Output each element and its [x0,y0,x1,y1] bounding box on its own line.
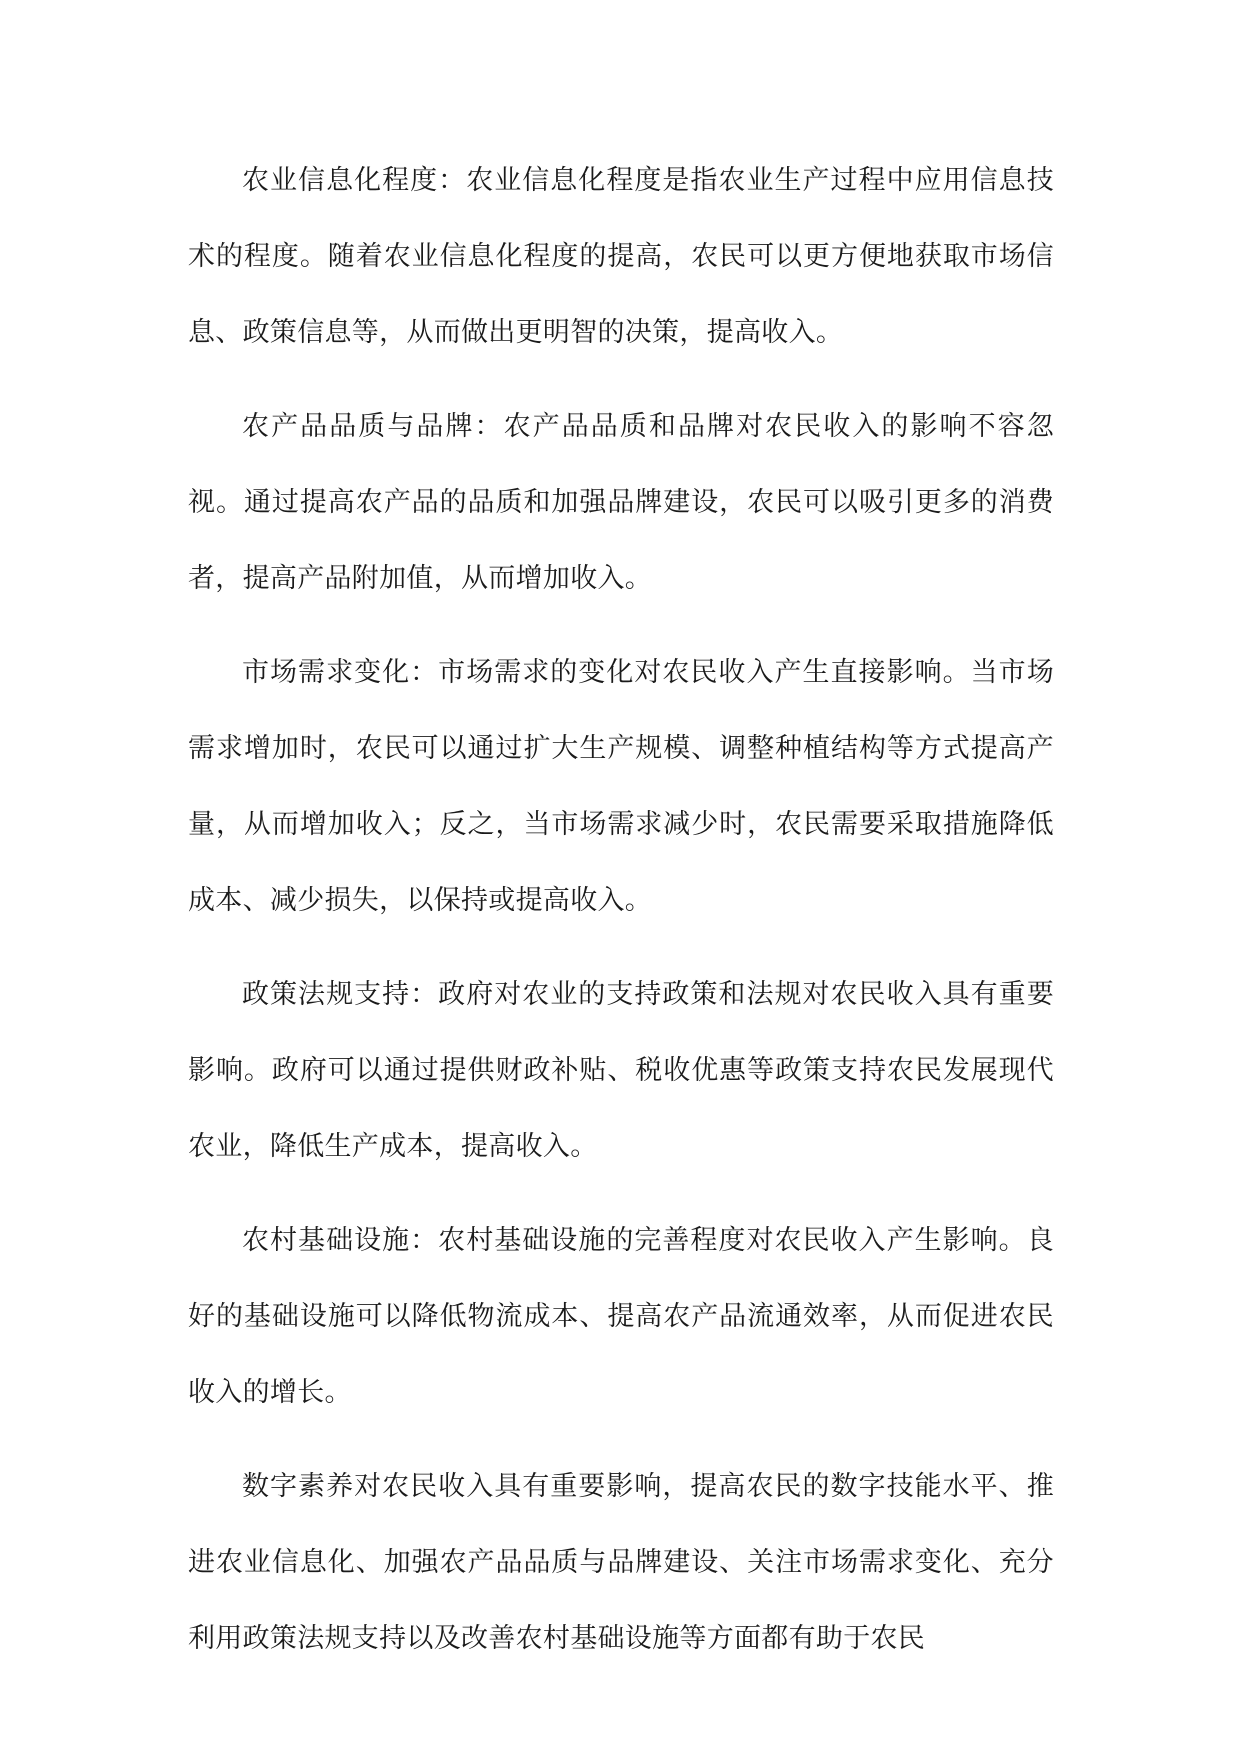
paragraph-product-quality-brand: 农产品品质与品牌：农产品品质和品牌对农民收入的影响不容忽视。通过提高农产品的品质和加强品牌建设，农民可以吸引更多的消费者，提高产品附加值，从而增加收入。 [188,411,1054,594]
paragraph-policy-support: 政策法规支持：政府对农业的支持政策和法规对农民收入具有重要影响。政府可以通过提供财政补贴、税收优惠等政策支持农民发展现代农业，降低生产成本，提高收入。 [188,979,1054,1162]
paragraph-agricultural-informatization: 农业信息化程度：农业信息化程度是指农业生产过程中应用信息技术的程度。随着农业信息化程度的提高，农民可以更方便地获取市场信息、政策信息等，从而做出更明智的决策，提高收入。 [188,165,1054,348]
paragraph-conclusion: 数字素养对农民收入具有重要影响，提高农民的数字技能水平、推进农业信息化、加强农产品品质与品牌建设、关注市场需求变化、充分利用政策法规支持以及改善农村基础设施等方面都有助于农民 [188,1471,1054,1654]
paragraph-rural-infrastructure: 农村基础设施：农村基础设施的完善程度对农民收入产生影响。良好的基础设施可以降低物流成本、提高农产品流通效率，从而促进农民收入的增长。 [188,1225,1054,1408]
paragraph-market-demand: 市场需求变化：市场需求的变化对农民收入产生直接影响。当市场需求增加时，农民可以通过扩大生产规模、调整种植结构等方式提高产量，从而增加收入；反之，当市场需求减少时，农民需要采取措施降低成本、减少损失，以保持或提高收入。 [188,657,1054,916]
document-body [188,143,1054,1695]
